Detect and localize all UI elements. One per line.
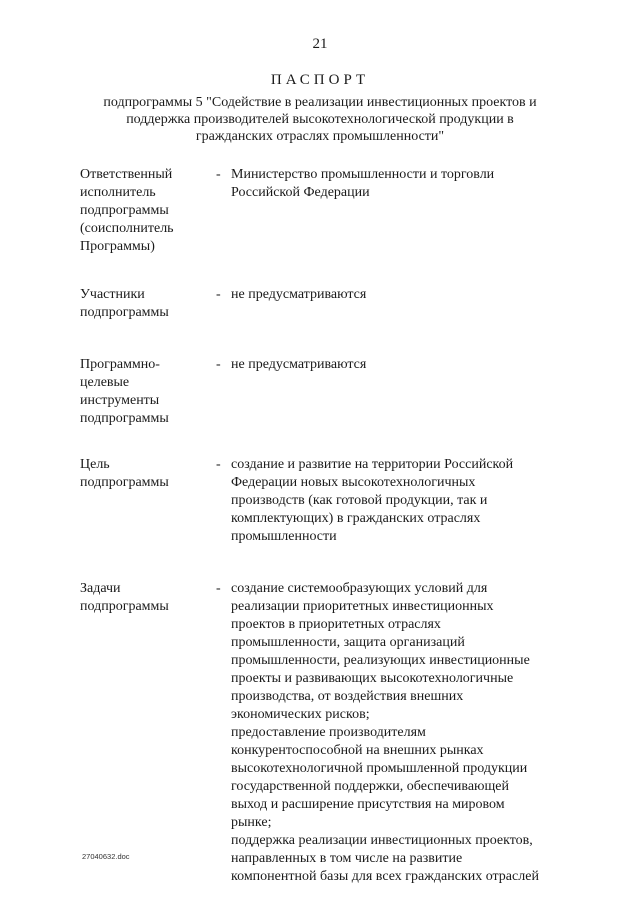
label-line: инструменты: [80, 393, 160, 408]
value-line: не предусматриваются: [231, 357, 367, 372]
passport-row-instruments: [80, 356, 580, 428]
passport-table: [80, 166, 580, 886]
label-line: Программы): [80, 239, 155, 254]
passport-row-tasks: [80, 580, 580, 886]
row-label: [80, 166, 216, 256]
label-line: Участники: [80, 287, 145, 302]
value-line: не предусматриваются: [231, 287, 367, 302]
value-line: экономических рисков;: [231, 707, 370, 722]
value-line: промышленности: [231, 529, 337, 544]
value-line: конкурентоспособной на внешних рынках: [231, 743, 484, 758]
row-label: [80, 456, 216, 546]
label-line: Цель: [80, 457, 110, 472]
row-label: [80, 580, 216, 886]
row-dash: -: [216, 581, 221, 596]
value-line: Министерство промышленности и торговли: [231, 167, 495, 182]
label-line: подпрограммы: [80, 203, 169, 218]
value-line: рынке;: [231, 815, 272, 830]
subprogram-subtitle: [70, 94, 570, 145]
value-line: Федерации новых высокотехнологичных: [231, 475, 476, 490]
value-line: комплектующих) в гражданских отраслях: [231, 511, 481, 526]
value-line: высокотехнологичной промышленной продукции: [231, 761, 528, 776]
value-line: государственной поддержки, обеспечивающей: [231, 779, 509, 794]
label-line: Ответственный: [80, 167, 173, 182]
value-line: производств (как готовой продукции, так и: [231, 493, 488, 508]
value-line: выход и расширение присутствия на мировом: [231, 797, 505, 812]
value-line: промышленности, защита организаций: [231, 635, 465, 650]
value-line: производства, от воздействия внешних: [231, 689, 464, 704]
row-dash: -: [216, 457, 221, 472]
value-line: проектов в приоритетных отраслях: [231, 617, 441, 632]
label-line: подпрограммы: [80, 411, 169, 426]
row-value: [231, 286, 580, 322]
row-value: [231, 356, 580, 428]
subtitle-line: поддержка производителей высокотехнологической продукции в: [126, 112, 514, 127]
value-line: проекты и развивающих высокотехнологичные: [231, 671, 514, 686]
document-title: ПАСПОРТ: [270, 72, 370, 88]
label-line: подпрограммы: [80, 475, 169, 490]
row-label: [80, 356, 216, 428]
label-line: (соисполнитель: [80, 221, 174, 236]
value-line: промышленности, реализующих инвестиционные: [231, 653, 530, 668]
label-line: подпрограммы: [80, 599, 169, 614]
value-line: Российской Федерации: [231, 185, 370, 200]
subtitle-line: подпрограммы 5 "Содействие в реализации инвестиционных проектов и: [103, 95, 537, 110]
footer-file-code: 27040632.doc: [82, 852, 130, 861]
value-line: реализации приоритетных инвестиционных: [231, 599, 494, 614]
page-number: 21: [312, 36, 328, 52]
row-dash: -: [216, 287, 221, 302]
value-line: поддержка реализации инвестиционных проектов,: [231, 833, 533, 848]
label-line: подпрограммы: [80, 305, 169, 320]
passport-row-participants: [80, 286, 580, 322]
row-value: [231, 580, 580, 886]
label-line: исполнитель: [80, 185, 156, 200]
label-line: Задачи: [80, 581, 121, 596]
value-line: предоставление производителям: [231, 725, 426, 740]
label-line: целевые: [80, 375, 130, 390]
row-dash: -: [216, 167, 221, 182]
value-line: компонентной базы для всех гражданских отраслей: [231, 869, 539, 884]
row-value: [231, 456, 580, 546]
passport-row-responsible: [80, 166, 580, 256]
value-line: направленных в том числе на развитие: [231, 851, 463, 866]
row-label: [80, 286, 216, 322]
row-value: [231, 166, 580, 256]
value-line: создание системообразующих условий для: [231, 581, 488, 596]
label-line: Программно-: [80, 357, 160, 372]
subtitle-line: гражданских отраслях промышленности": [195, 129, 445, 144]
value-line: создание и развитие на территории Российской: [231, 457, 514, 472]
passport-row-goal: [80, 456, 580, 546]
row-dash: -: [216, 357, 221, 372]
